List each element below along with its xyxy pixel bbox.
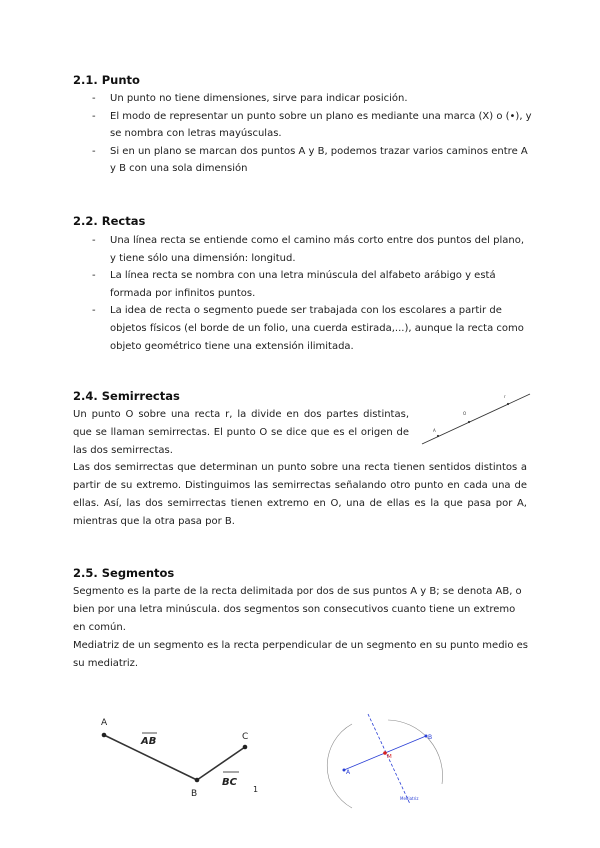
segmentos-consecutivos-figure [95, 710, 270, 805]
semirrectas-body: Las dos semirrectas que determinan un punto sobre una recta tienen sentidos distintos a partir de su extremo. Distinguimos las semirrectas señalando otro punto en cada una de ellas. Así, las dos semirrectas tienen extremo en O, una de ellas es la que pasa por A, mientras que la otra pasa por B. [73, 462, 527, 527]
segment-bc [197, 747, 245, 780]
list-item: - La línea recta se nombra con una letra minúscula del alfabeto arábigo y está formada por infinitos puntos. [92, 267, 532, 302]
label-bc: BC [222, 777, 237, 788]
list-item: - Una línea recta se entiende como el camino más corto entre dos puntos del plano, y tiene sólo una dimensión: longitud. [92, 232, 532, 267]
label-o: O [463, 411, 467, 416]
segmentos-paragraph-1: Segmento es la parte de la recta delimitada por dos de sus puntos A y B; se denota AB, o bien por una letra minúscula. dos segmentos son consecutivos cuanto tiene un extremo en común. [73, 586, 522, 633]
label-m: M [387, 754, 392, 760]
label-c: C [242, 732, 249, 742]
semirrectas-intro: Un punto O sobre una recta r, la divide en dos partes distintas, que se llaman semirrectas. El punto O se dice que es el origen de las dos semirrectas. [73, 409, 409, 456]
segmentos-paragraph-2: Mediatriz de un segmento es la recta perpendicular de un segmento en su punto medio es su mediatriz. [73, 640, 528, 669]
label-mediatriz: Mediatriz [400, 796, 419, 801]
semirrecta-figure [420, 388, 532, 450]
label-ab: AB [141, 736, 157, 747]
point-b [507, 403, 509, 405]
section-title-rectas: 2.2. Rectas [73, 214, 146, 228]
label-b: B [191, 789, 198, 799]
point-a [102, 733, 107, 738]
punto-bullet-list [92, 90, 532, 178]
list-item: - La idea de recta o segmento puede ser trabajada con los escolares a partir de objetos físicos (el borde de un folio, una cuerda estirada,...), aunque la recta como objeto geométrico tiene una extensión ilimitada. [92, 302, 532, 355]
arc-left [327, 724, 352, 808]
list-item: - Un punto no tiene dimensiones, sirve para indicar posición. [92, 90, 532, 108]
label-a: A [101, 718, 108, 728]
list-item: - El modo de representar un punto sobre un plano es mediante una marca (X) o (•), y se nombra con letras mayúsculas. [92, 108, 532, 143]
list-item: - Si en un plano se marcan dos puntos A y B, podemos trazar varios caminos entre A y B con una sola dimensión [92, 143, 532, 178]
rectas-bullet-list [92, 232, 532, 355]
section-title-semirrectas: 2.4. Semirrectas [73, 389, 180, 403]
label-a: A [433, 428, 436, 433]
point-b [195, 778, 200, 783]
section-title-segmentos: 2.5. Segmentos [73, 566, 175, 580]
label-r: r [504, 394, 506, 399]
point-c [243, 745, 248, 750]
label-one: 1 [253, 785, 259, 794]
point-o [468, 421, 470, 423]
point-a [437, 435, 439, 437]
label-b: B [428, 734, 433, 741]
label-a: A [346, 769, 351, 776]
section-title-punto: 2.1. Punto [73, 73, 140, 87]
mediatriz-figure [330, 712, 450, 808]
